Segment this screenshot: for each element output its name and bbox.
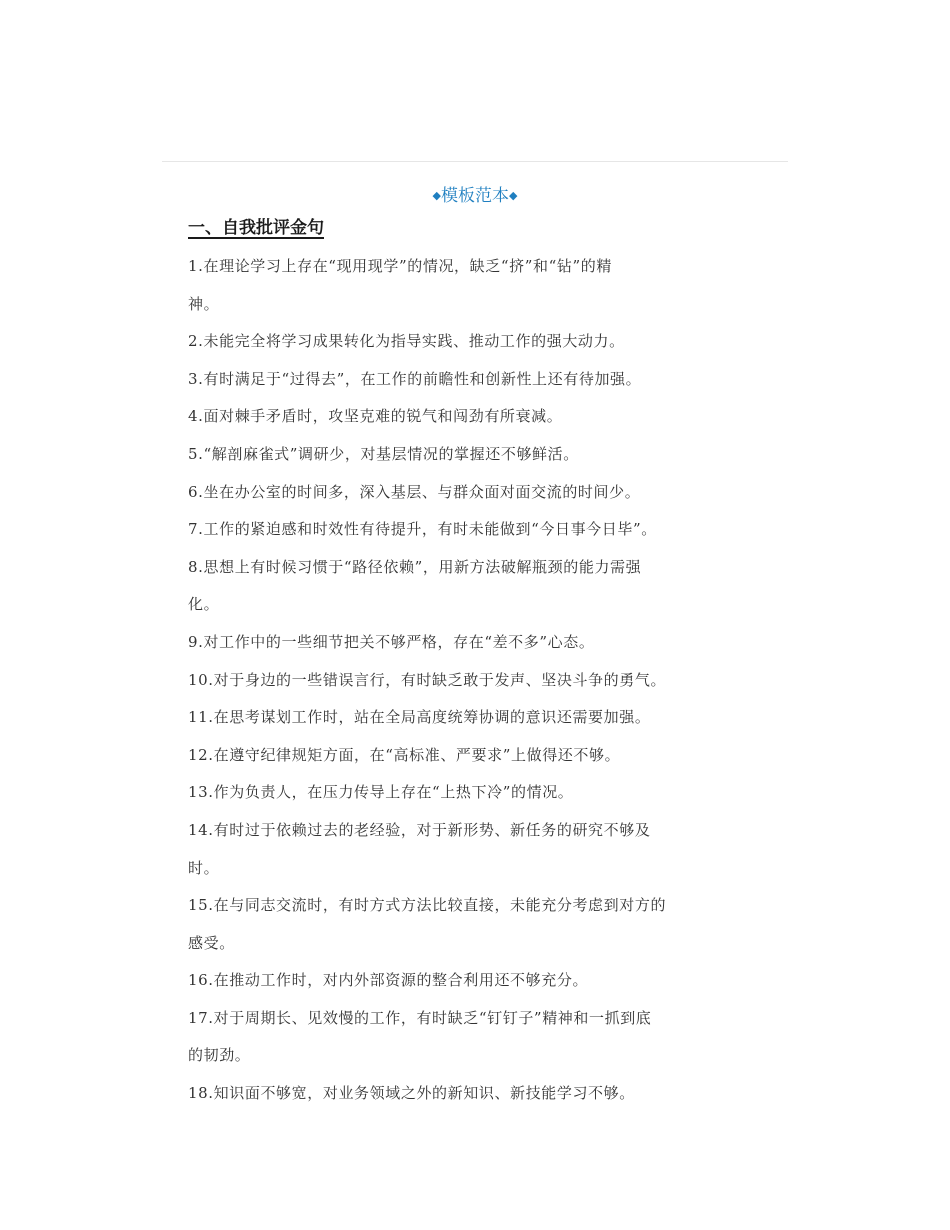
list-item-line: 17.对于周期长、见效慢的工作，有时缺乏“钉钉子”精神和一抓到底 xyxy=(188,1008,652,1027)
list-item-line: 3.有时满足于“过得去”，在工作的前瞻性和创新性上还有待加强。 xyxy=(188,369,642,388)
list-item-line: 12.在遵守纪律规矩方面，在“高标准、严要求”上做得还不够。 xyxy=(188,745,621,764)
diamond-icon: ◆ xyxy=(509,189,518,202)
list-item-line: 8.思想上有时候习惯于“路径依赖”，用新方法破解瓶颈的能力需强 xyxy=(188,557,642,576)
criticism-list xyxy=(188,248,754,1113)
list-item-line: 5.“解剖麻雀式”调研少，对基层情况的掌握还不够鲜活。 xyxy=(188,444,579,463)
list-item-line: 6.坐在办公室的时间多，深入基层、与群众面对面交流的时间少。 xyxy=(188,482,641,501)
banner-title: 模板范本 xyxy=(441,186,509,206)
list-item-line: 2.未能完全将学习成果转化为指导实践、推动工作的强大动力。 xyxy=(188,332,625,351)
list-item-line: 1.在理论学习上存在“现用现学”的情况，缺乏“挤”和“钻”的精 xyxy=(188,257,612,275)
list-item-line: 15.在与同志交流时，有时方式方法比较直接，未能充分考虑到对方的 xyxy=(188,896,667,915)
list-item-line: 11.在思考谋划工作时，站在全局高度统筹协调的意识还需要加强。 xyxy=(188,708,651,727)
list-item-line: 时。 xyxy=(188,858,220,877)
list-item-line: 18.知识面不够宽，对业务领域之外的新知识、新技能学习不够。 xyxy=(188,1084,635,1103)
list-item-line: 4.面对棘手矛盾时，攻坚克难的锐气和闯劲有所衰减。 xyxy=(188,407,563,426)
list-item-line: 神。 xyxy=(188,294,220,313)
section-heading: 一、自我批评金句 xyxy=(188,218,324,238)
list-item-line: 的韧劲。 xyxy=(188,1046,251,1065)
list-item-line: 9.对工作中的一些细节把关不够严格，存在“差不多”心态。 xyxy=(188,632,595,651)
template-banner xyxy=(162,184,788,208)
list-item-line: 14.有时过于依赖过去的老经验，对于新形势、新任务的研究不够及 xyxy=(188,820,651,839)
list-item-line: 7.工作的紧迫感和时效性有待提升，有时未能做到“今日事今日毕”。 xyxy=(188,520,657,539)
header-divider xyxy=(162,161,788,162)
list-item-line: 感受。 xyxy=(188,933,235,952)
list-item-line: 13.作为负责人，在压力传导上存在“上热下冷”的情况。 xyxy=(188,783,574,802)
diamond-icon: ◆ xyxy=(432,189,441,202)
list-item-line: 16.在推动工作时，对内外部资源的整合利用还不够充分。 xyxy=(188,971,589,990)
list-item-line: 化。 xyxy=(188,595,220,614)
list-item-line: 10.对于身边的一些错误言行，有时缺乏敢于发声、坚决斗争的勇气。 xyxy=(188,670,667,689)
